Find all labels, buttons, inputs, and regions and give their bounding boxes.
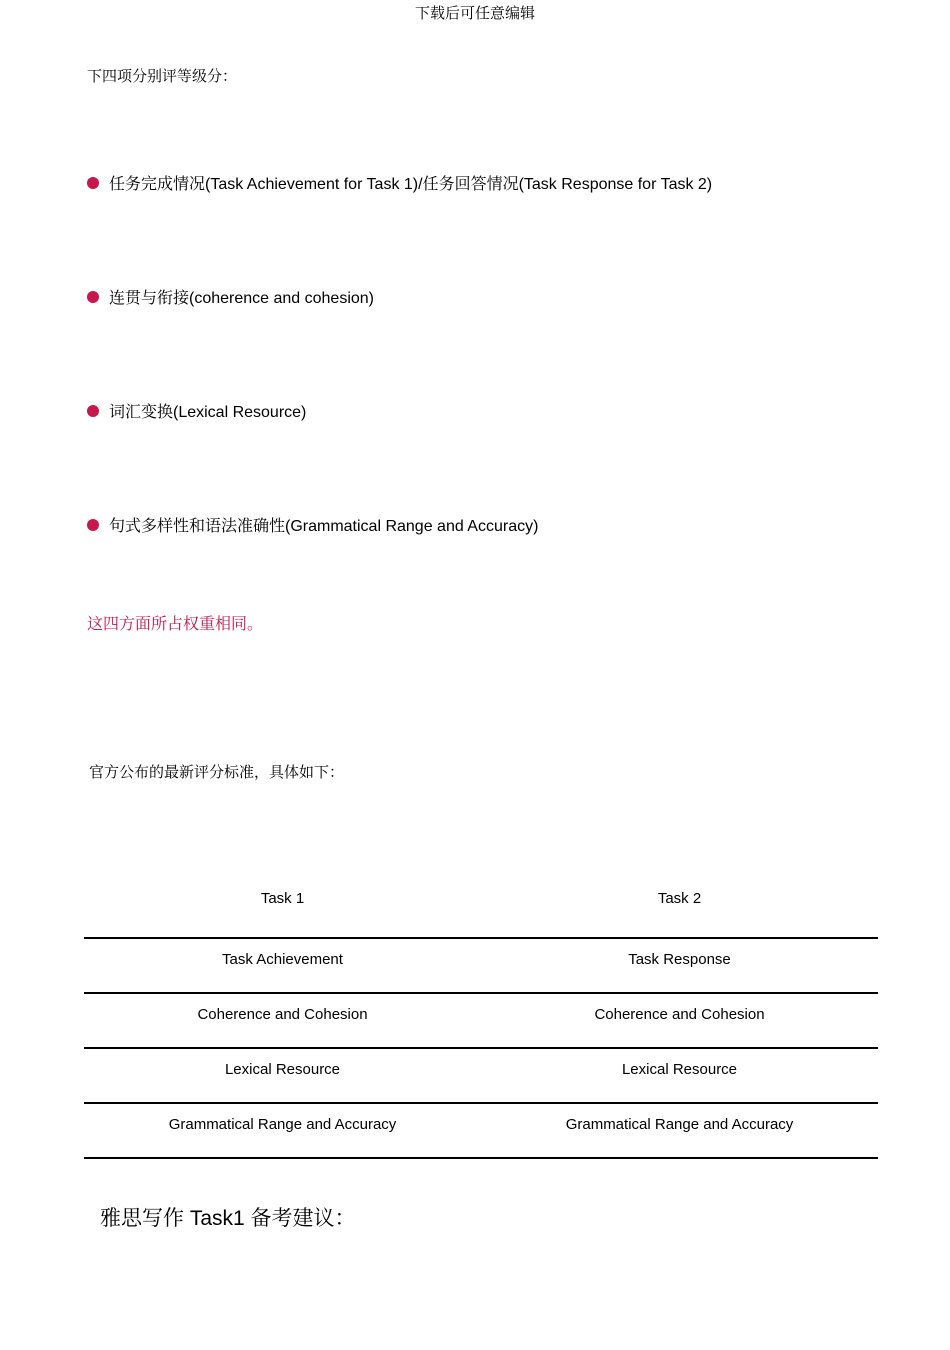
bullet-item-grammar <box>87 513 538 536</box>
intro-text: 下四项分别评等级分： <box>87 68 238 85</box>
table-row <box>84 993 878 1048</box>
table-header-row <box>84 876 878 938</box>
column-header-task1: Task 1 <box>260 890 305 907</box>
bullet-dot-icon <box>87 519 99 531</box>
bullet-item-coherence <box>87 285 374 308</box>
table-cell: Coherence and Cohesion <box>594 1006 765 1023</box>
section-title: 雅思写作 Task1 备考建议： <box>100 1207 356 1230</box>
bullet-dot-icon <box>87 405 99 417</box>
column-header-task2: Task 2 <box>657 890 702 907</box>
table-cell: Lexical Resource <box>224 1061 341 1078</box>
bullet-dot-icon <box>87 177 99 189</box>
table-cell: Grammatical Range and Accuracy <box>168 1116 397 1133</box>
table-cell: Task Response <box>628 951 731 968</box>
table-cell: Grammatical Range and Accuracy <box>565 1116 794 1133</box>
bullet-dot-icon <box>87 291 99 303</box>
bullet-text: 句式多样性和语法准确性(Grammatical Range and Accuracy) <box>109 518 539 535</box>
bullet-text: 任务完成情况(Task Achievement for Task 1)/任务回答情况(Task Response for Task 2) <box>109 176 713 193</box>
bullet-text: 连贯与衔接(coherence and cohesion) <box>109 290 375 307</box>
bullet-item-task-achievement <box>87 171 712 194</box>
table-row <box>84 938 878 993</box>
table-cell: Lexical Resource <box>621 1061 738 1078</box>
criteria-table <box>84 876 878 1159</box>
table-cell: Task Achievement <box>222 951 343 968</box>
bullet-text: 词汇变换(Lexical Resource) <box>109 404 307 421</box>
table-row <box>84 1048 878 1103</box>
table-cell: Coherence and Cohesion <box>197 1006 368 1023</box>
criteria-intro: 官方公布的最新评分标准，具体如下： <box>89 764 345 781</box>
table-row <box>84 1103 878 1158</box>
bullet-item-lexical <box>87 399 306 422</box>
weight-note: 这四方面所占权重相同。 <box>87 616 264 633</box>
page-header: 下载后可任意编辑 <box>414 5 535 22</box>
